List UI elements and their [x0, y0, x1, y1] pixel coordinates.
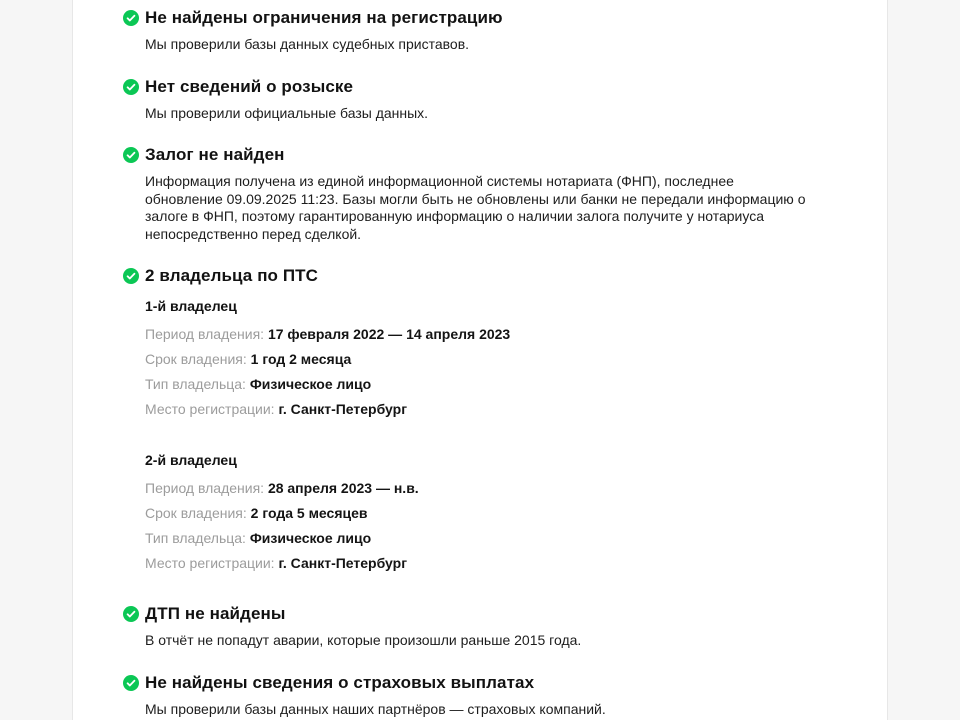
owner-name: 2-й владелец	[145, 452, 237, 468]
vehicle-report-checklist	[72, 0, 888, 720]
owner-row-label: Срок владения:	[145, 351, 247, 367]
owner-row-period	[145, 481, 510, 495]
owner-row-label: Место регистрации:	[145, 401, 275, 417]
owner-row-value: Физическое лицо	[249, 376, 372, 392]
owner-row-label: Период владения:	[145, 480, 265, 496]
check-circle-icon	[123, 79, 139, 95]
check-title: ДТП не найдены	[145, 604, 286, 623]
owners-list	[145, 298, 510, 570]
owner-row-label: Тип владельца:	[145, 376, 246, 392]
check-description: Мы проверили базы данных судебных приставов.	[145, 36, 470, 52]
check-circle-icon	[123, 147, 139, 163]
check-item-accidents	[123, 605, 807, 650]
owner-row-value: г. Санкт-Петербург	[278, 401, 408, 417]
check-item-insurance	[123, 674, 807, 719]
check-description: В отчёт не попадут аварии, которые произошли раньше 2015 года.	[145, 632, 582, 648]
check-title: Не найдены ограничения на регистрацию	[145, 8, 503, 27]
owner-row-label: Тип владельца:	[145, 530, 246, 546]
check-title: Залог не найден	[145, 145, 285, 164]
owner-row-type	[145, 531, 510, 545]
check-circle-icon	[123, 606, 139, 622]
check-description: Мы проверили официальные базы данных.	[145, 104, 429, 121]
check-title: Нет сведений о розыске	[145, 76, 354, 96]
owner-row-period	[145, 327, 510, 341]
owner-name: 1-й владелец	[145, 298, 237, 314]
check-description: Мы проверили базы данных наших партнёров — страховых компаний.	[145, 700, 606, 717]
check-item-pledge	[123, 146, 807, 243]
check-circle-icon	[123, 675, 139, 691]
check-description: Информация получена из единой информационной системы нотариата (ФНП), последнее обновление 09.09.2025 11:23. Базы могли быть не обновлены или банки не передали информацию о залоге в ФНП, поэтому гарантированную информацию о наличии залога получите у нотариуса непосредственно перед сделкой.	[145, 173, 806, 242]
check-item-wanted	[123, 78, 807, 123]
owner-block-2	[145, 452, 510, 570]
check-title: Не найдены сведения о страховых выплатах	[145, 672, 535, 692]
owner-row-label: Срок владения:	[145, 505, 247, 521]
owner-block-1	[145, 298, 510, 416]
owner-row-label: Место регистрации:	[145, 555, 275, 571]
owner-row-type	[145, 377, 510, 391]
owner-row-region	[145, 556, 510, 570]
owner-row-value: 28 апреля 2023 — н.в.	[267, 480, 419, 496]
check-circle-icon	[123, 268, 139, 284]
owner-row-region	[145, 402, 510, 416]
owner-row-value: 17 февраля 2022 — 14 апреля 2023	[267, 326, 511, 342]
check-title: 2 владельца по ПТС	[145, 266, 319, 285]
owner-row-value: 2 года 5 месяцев	[250, 505, 368, 521]
owner-row-label: Период владения:	[145, 326, 265, 342]
check-item-owners	[123, 267, 807, 581]
owner-row-duration	[145, 506, 510, 520]
check-circle-icon	[123, 10, 139, 26]
check-item-registration	[123, 9, 807, 54]
owner-row-value: Физическое лицо	[249, 530, 372, 546]
owner-row-value: г. Санкт-Петербург	[278, 555, 408, 571]
owner-row-value: 1 год 2 месяца	[250, 351, 352, 367]
owner-row-duration	[145, 352, 510, 366]
